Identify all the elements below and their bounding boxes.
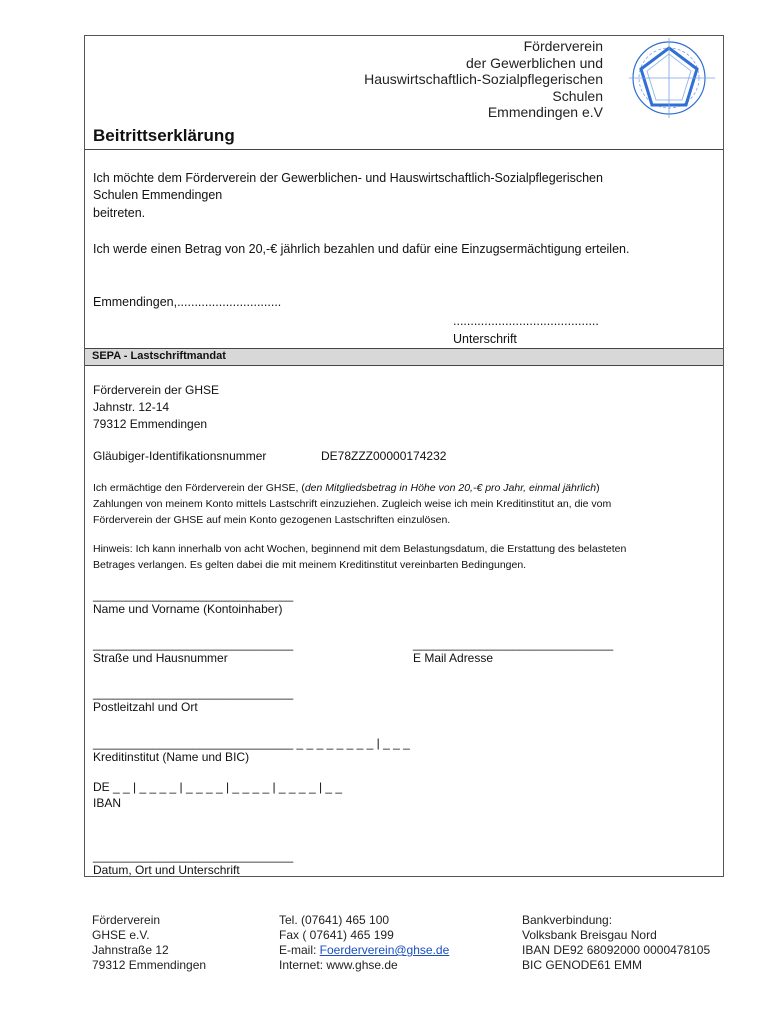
org-line: Emmendingen e.V [487,104,603,120]
bank-bic-input-line[interactable]: ______________________________ _ _ _ _ _ _ _ _ | _ _ _ [93,736,410,750]
footer-line: BIC GENODE61 EMM [522,958,643,972]
footer-contact [279,913,449,973]
footer-line: 79312 Emmendingen [92,958,207,972]
authorization-suffix: ) [596,482,600,494]
authorization-prefix: Ich ermächtige den Förderverein der GHSE, ( [93,482,305,494]
creditor-address-line: Jahnstr. 12-14 [93,400,170,414]
declaration-line: Schulen Emmendingen [93,188,223,202]
email-label: E Mail Adresse [413,651,494,665]
footer-line: Jahnstraße 12 [92,943,169,957]
amount-statement: Ich werde einen Betrag von 20,-€ jährlich bezahlen und dafür eine Einzugsermächtigung erteilen. [93,242,630,256]
form-title: Beitrittserklärung [93,126,235,145]
footer-address [92,913,206,973]
creditor-address-line: Förderverein der GHSE [93,383,220,397]
footer-email-row [279,943,449,958]
footer-line: Volksbank Breisgau Nord [522,928,657,942]
place-date-field[interactable]: Emmendingen,.............................. [93,295,282,309]
creditor-id-label: Gläubiger-Identifikationsnummer [93,449,267,463]
declaration-line: Ich möchte dem Förderverein der Gewerblichen- und Hauswirtschaftlich-Sozialpflegerischen [93,171,603,185]
org-line: Schulen [552,87,603,104]
footer-line: Förderverein [92,913,161,927]
footer-email-link[interactable]: Foerderverein@ghse.de [319,943,450,957]
date-signature-input-line[interactable]: ______________________________ [93,849,294,863]
org-line: Förderverein [523,38,603,54]
zip-label: Postleitzahl und Ort [93,700,198,714]
notice-text: Betrages verlangen. Es gelten dabei die mit meinem Kreditinstitut vereinbarten Bedingungen. [93,559,527,571]
org-line: der Gewerblichen und [466,54,603,71]
title-divider [85,149,723,150]
authorization-text: Zahlungen von meinem Konto mittels Lastschrift einzuziehen. Zugleich weise ich mein Kreditinstitut an, die vom [93,498,612,510]
iban-input-line[interactable]: DE _ _ | _ _ _ _ | _ _ _ _ | _ _ _ _ | _ _ _ _ | _ _ [93,780,343,794]
org-line: Hauswirtschaftlich-Sozialpflegerischen [364,71,603,87]
iban-label: IBAN [93,796,122,810]
pentagon-logo-icon [629,38,717,120]
sepa-heading-bar [85,348,723,366]
zip-input-line[interactable]: ______________________________ [93,686,294,700]
declaration-line: beitreten. [93,206,146,220]
footer-line: GHSE e.V. [92,928,150,942]
sepa-heading: SEPA - Lastschriftmandat [92,350,226,362]
footer-line: Bankverbindung: [522,913,613,927]
email-input-line[interactable]: ______________________________ [413,637,614,651]
bank-label: Kreditinstitut (Name und BIC) [93,750,250,764]
creditor-address-line: 79312 Emmendingen [93,417,208,431]
signature-label: Unterschrift [453,332,517,346]
name-label: Name und Vorname (Kontoinhaber) [93,602,283,616]
organization-name [364,38,603,121]
street-input-line[interactable]: ______________________________ [93,637,294,651]
membership-form [84,35,724,877]
name-input-line[interactable]: ______________________________ [93,588,294,602]
creditor-id-value: DE78ZZZ00000174232 [321,449,447,463]
authorization-text: Förderverein der GHSE auf mein Konto gezogenen Lastschriften einzulösen. [93,514,451,526]
footer-fax: Fax ( 07641) 465 199 [279,928,394,942]
footer-internet: Internet: www.ghse.de [279,958,398,972]
date-signature-label: Datum, Ort und Unterschrift [93,863,240,877]
authorization-italic: den Mitgliedsbetrag in Höhe von 20,-€ pro Jahr, einmal jährlich [304,482,597,494]
footer-tel: Tel. (07641) 465 100 [279,913,390,927]
footer-bank [522,913,710,973]
street-label: Straße und Hausnummer [93,651,228,665]
signature-field[interactable]: .......................................... [453,314,599,328]
notice-text: Hinweis: Ich kann innerhalb von acht Wochen, beginnend mit dem Belastungsdatum, die Erstattung des belasteten [93,543,627,555]
footer-line: IBAN DE92 68092000 0000478105 [522,943,711,957]
authorization-text [93,480,600,496]
footer-email-prefix: E-mail: [279,943,320,957]
